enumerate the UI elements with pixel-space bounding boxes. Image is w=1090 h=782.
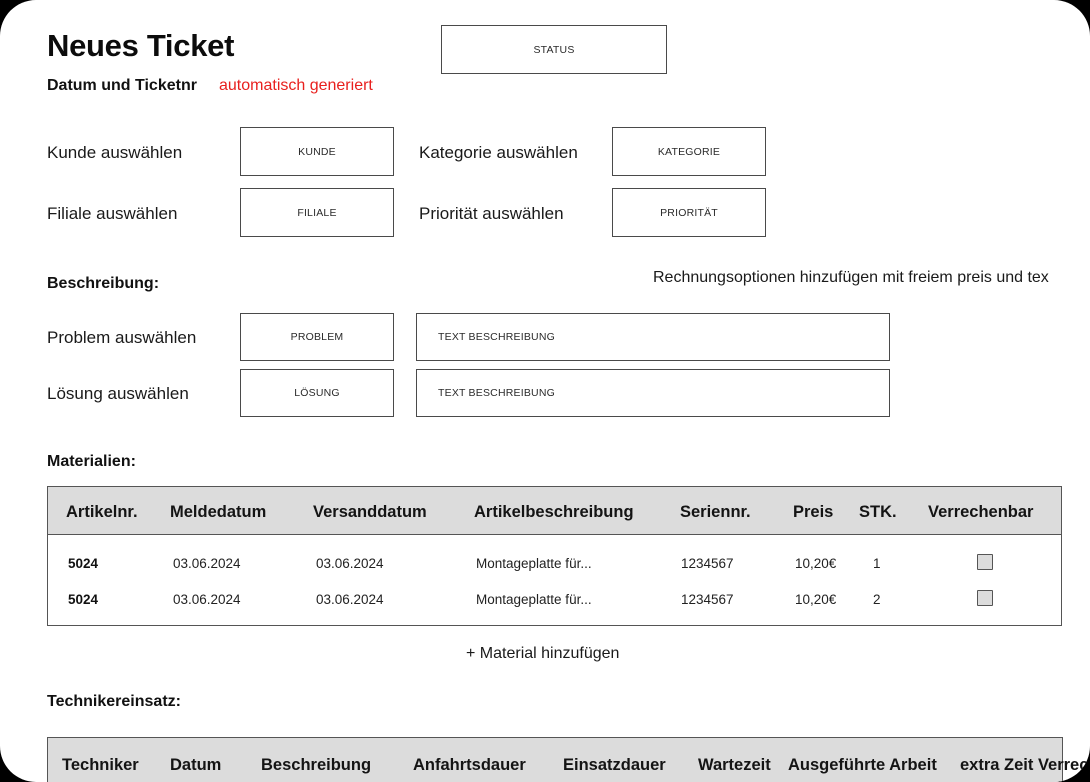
cell-seriennr: 1234567 xyxy=(681,592,734,607)
problem-label: Problem auswählen xyxy=(47,328,197,347)
cell-meldedatum: 03.06.2024 xyxy=(173,592,241,607)
col-verrechenbar: Verrechenbar xyxy=(928,503,1034,521)
auto-generated-note: automatisch generiert xyxy=(219,77,373,94)
page-title: Neues Ticket xyxy=(47,28,235,63)
kunde-select[interactable]: KUNDE xyxy=(240,127,394,176)
problem-text-input[interactable]: TEXT BESCHREIBUNG xyxy=(416,313,890,361)
col-artikelbeschreibung: Artikelbeschreibung xyxy=(474,503,634,521)
col-artikelnr: Artikelnr. xyxy=(66,503,138,521)
col-wartezeit: Wartezeit xyxy=(698,756,771,774)
technician-table xyxy=(47,737,1089,782)
col-preis: Preis xyxy=(793,503,834,521)
cell-preis: 10,20€ xyxy=(795,592,837,607)
problem-select[interactable]: PROBLEM xyxy=(240,313,394,361)
col-einsatzdauer: Einsatzdauer xyxy=(563,756,666,774)
loesung-text-input[interactable]: TEXT BESCHREIBUNG xyxy=(416,369,890,417)
cell-beschreibung: Montageplatte für... xyxy=(476,556,592,571)
date-ticketnr-label: Datum und Ticketnr xyxy=(47,77,197,94)
col-beschreibung: Beschreibung xyxy=(261,756,372,774)
cell-versanddatum: 03.06.2024 xyxy=(316,592,384,607)
add-material-button[interactable]: + Material hinzufügen xyxy=(466,645,620,662)
invoice-options-note: Rechnungsoptionen hinzufügen mit freiem preis und tex xyxy=(653,269,1049,286)
technician-table-header xyxy=(48,738,1089,782)
col-anfahrtsdauer: Anfahrtsdauer xyxy=(413,756,526,774)
materials-table xyxy=(47,486,1062,626)
col-ausgefuehrte-arbeit: Ausgeführte Arbeit xyxy=(788,756,937,774)
col-versanddatum: Versanddatum xyxy=(313,503,427,521)
cell-artikelnr: 5024 xyxy=(68,556,99,571)
filiale-select[interactable]: FILIALE xyxy=(240,188,394,237)
materialien-heading: Materialien: xyxy=(47,453,136,470)
cell-versanddatum: 03.06.2024 xyxy=(316,556,384,571)
kategorie-label: Kategorie auswählen xyxy=(419,143,578,162)
col-extra-zeit-verrechenbar: extra Zeit Verrec xyxy=(960,756,1089,774)
verrechenbar-checkbox[interactable] xyxy=(977,590,993,606)
cell-artikelnr: 5024 xyxy=(68,592,99,607)
prioritaet-label: Priorität auswählen xyxy=(419,204,564,223)
kategorie-select[interactable]: KATEGORIE xyxy=(612,127,766,176)
materials-table-header xyxy=(48,487,1061,535)
cell-seriennr: 1234567 xyxy=(681,556,734,571)
loesung-label: Lösung auswählen xyxy=(47,384,189,403)
filiale-label: Filiale auswählen xyxy=(47,204,178,223)
cell-meldedatum: 03.06.2024 xyxy=(173,556,241,571)
col-seriennr: Seriennr. xyxy=(680,503,751,521)
cell-stk: 1 xyxy=(873,556,881,571)
col-meldedatum: Meldedatum xyxy=(170,503,267,521)
status-select[interactable]: STATUS xyxy=(441,25,667,74)
cell-stk: 2 xyxy=(873,592,881,607)
cell-preis: 10,20€ xyxy=(795,556,837,571)
technikereinsatz-heading: Technikereinsatz: xyxy=(47,693,181,710)
kunde-label: Kunde auswählen xyxy=(47,143,183,162)
cell-beschreibung: Montageplatte für... xyxy=(476,592,592,607)
col-techniker: Techniker xyxy=(62,756,139,774)
beschreibung-heading: Beschreibung: xyxy=(47,275,160,292)
col-datum: Datum xyxy=(170,756,222,774)
col-stk: STK. xyxy=(859,503,897,521)
prioritaet-select[interactable]: PRIORITÄT xyxy=(612,188,766,237)
loesung-select[interactable]: LÖSUNG xyxy=(240,369,394,417)
verrechenbar-checkbox[interactable] xyxy=(977,554,993,570)
